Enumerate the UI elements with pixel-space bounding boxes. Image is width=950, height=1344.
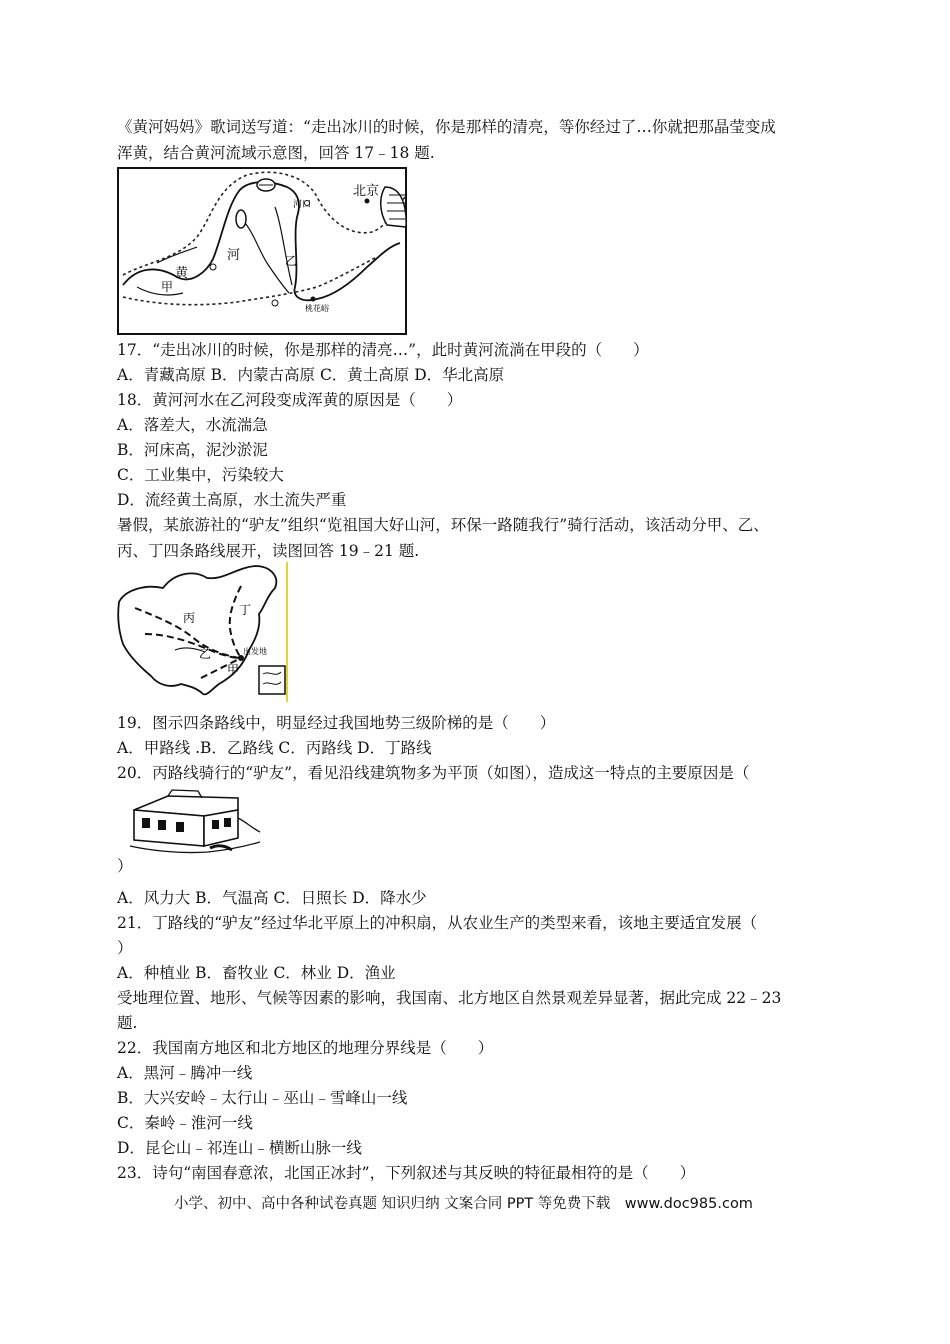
q20-options: A．风力大 B．气温高 C．日照长 D．降水少 (117, 889, 427, 907)
q18-stem: 18．黄河河水在乙河段变成浑黄的原因是（ ） (117, 391, 463, 409)
flat-roof-building-image (128, 788, 263, 860)
jia-label: 甲 (161, 280, 174, 294)
q18-option-c: C．工业集中，污染较大 (117, 466, 284, 484)
huang-label: 黄 (175, 266, 189, 281)
china-routes-map (115, 562, 290, 706)
bing-label: 丙 (183, 611, 196, 625)
q22-stem: 22．我国南方地区和北方地区的地理分界线是（ ） (117, 1039, 494, 1057)
q18-option-d: D．流经黄土高原，水土流失严重 (117, 491, 347, 509)
q22-option-b: B．大兴安岭﹣太行山﹣巫山﹣雪峰山一线 (117, 1089, 408, 1107)
q18-option-b: B．河床高，泥沙淤泥 (117, 441, 268, 459)
q17-stem: 17．“走出冰川的时候，你是那样的清亮…”，此时黄河流淌在甲段的（ ） (117, 341, 649, 359)
intro-line-6: 题. (117, 1014, 138, 1032)
jia-route-label: 甲 (227, 663, 240, 677)
page-footer: 小学、初中、高中各种试卷真题 知识归纳 文案合同 PPT 等免费下载 www.doc985.com (174, 1196, 753, 1212)
q22-option-d: D．昆仑山﹣祁连山﹣横断山脉一线 (117, 1139, 362, 1157)
q21-close-paren: ） (117, 939, 133, 957)
he-label: 河 (227, 248, 241, 263)
yi-label: 乙 (285, 254, 298, 268)
hekou-label: 河口 (293, 200, 312, 210)
q21-options: A．种植业 B．畜牧业 C．林业 D．渔业 (117, 964, 396, 982)
taohuayu-label: 桃花峪 (305, 304, 329, 313)
q19-stem: 19．图示四条路线中，明显经过我国地势三级阶梯的是（ ） (117, 714, 556, 732)
intro-line-4: 丙、丁四条路线展开，读图回答 19﹣21 题. (117, 542, 420, 560)
start-point-label: 出发地 (243, 647, 267, 656)
q18-option-a: A．落差大，水流湍急 (117, 416, 268, 434)
q23-stem: 23．诗句“南国春意浓，北国正冰封”，下列叙述与其反映的特征最相符的是（ ） (117, 1164, 696, 1182)
q21-stem: 21．丁路线的“驴友”经过华北平原上的冲积扇，从农业生产的类型来看，该地主要适宜发展（ (117, 914, 758, 932)
q22-option-c: C．秦岭﹣淮河一线 (117, 1114, 253, 1132)
q19-options: A．甲路线 .B．乙路线 C．丙路线 D．丁路线 (117, 739, 432, 757)
q20-stem: 20．丙路线骑行的“驴友”，看见沿线建筑物多为平顶（如图），造成这一特点的主要原因是（ (117, 764, 750, 782)
q20-close-paren: ） (117, 857, 133, 875)
yi-route-label: 乙 (199, 647, 212, 661)
q17-options: A．青藏高原 B．内蒙古高原 C．黄土高原 D．华北高原 (117, 366, 505, 384)
intro-line-5: 受地理位置、地形、气候等因素的影响，我国南、北方地区自然景观差异显著，据此完成 22﹣23 (117, 989, 782, 1007)
yellow-river-map (117, 167, 407, 339)
intro-line-2: 浑黄，结合黄河流域示意图，回答 17﹣18 题. (117, 144, 435, 162)
intro-line-1: 《黄河妈妈》歌词送写道：“走出冰川的时候，你是那样的清亮，等你经过了…你就把那晶莹变成 (117, 118, 776, 136)
ding-label: 丁 (239, 603, 252, 617)
q22-option-a: A．黑河﹣腾冲一线 (117, 1064, 253, 1082)
beijing-label: 北京 (353, 184, 380, 199)
intro-line-3: 暑假，某旅游社的“驴友”组织“览祖国大好山河，环保一路随我行”骑行活动，该活动分甲、乙、 (117, 516, 769, 534)
